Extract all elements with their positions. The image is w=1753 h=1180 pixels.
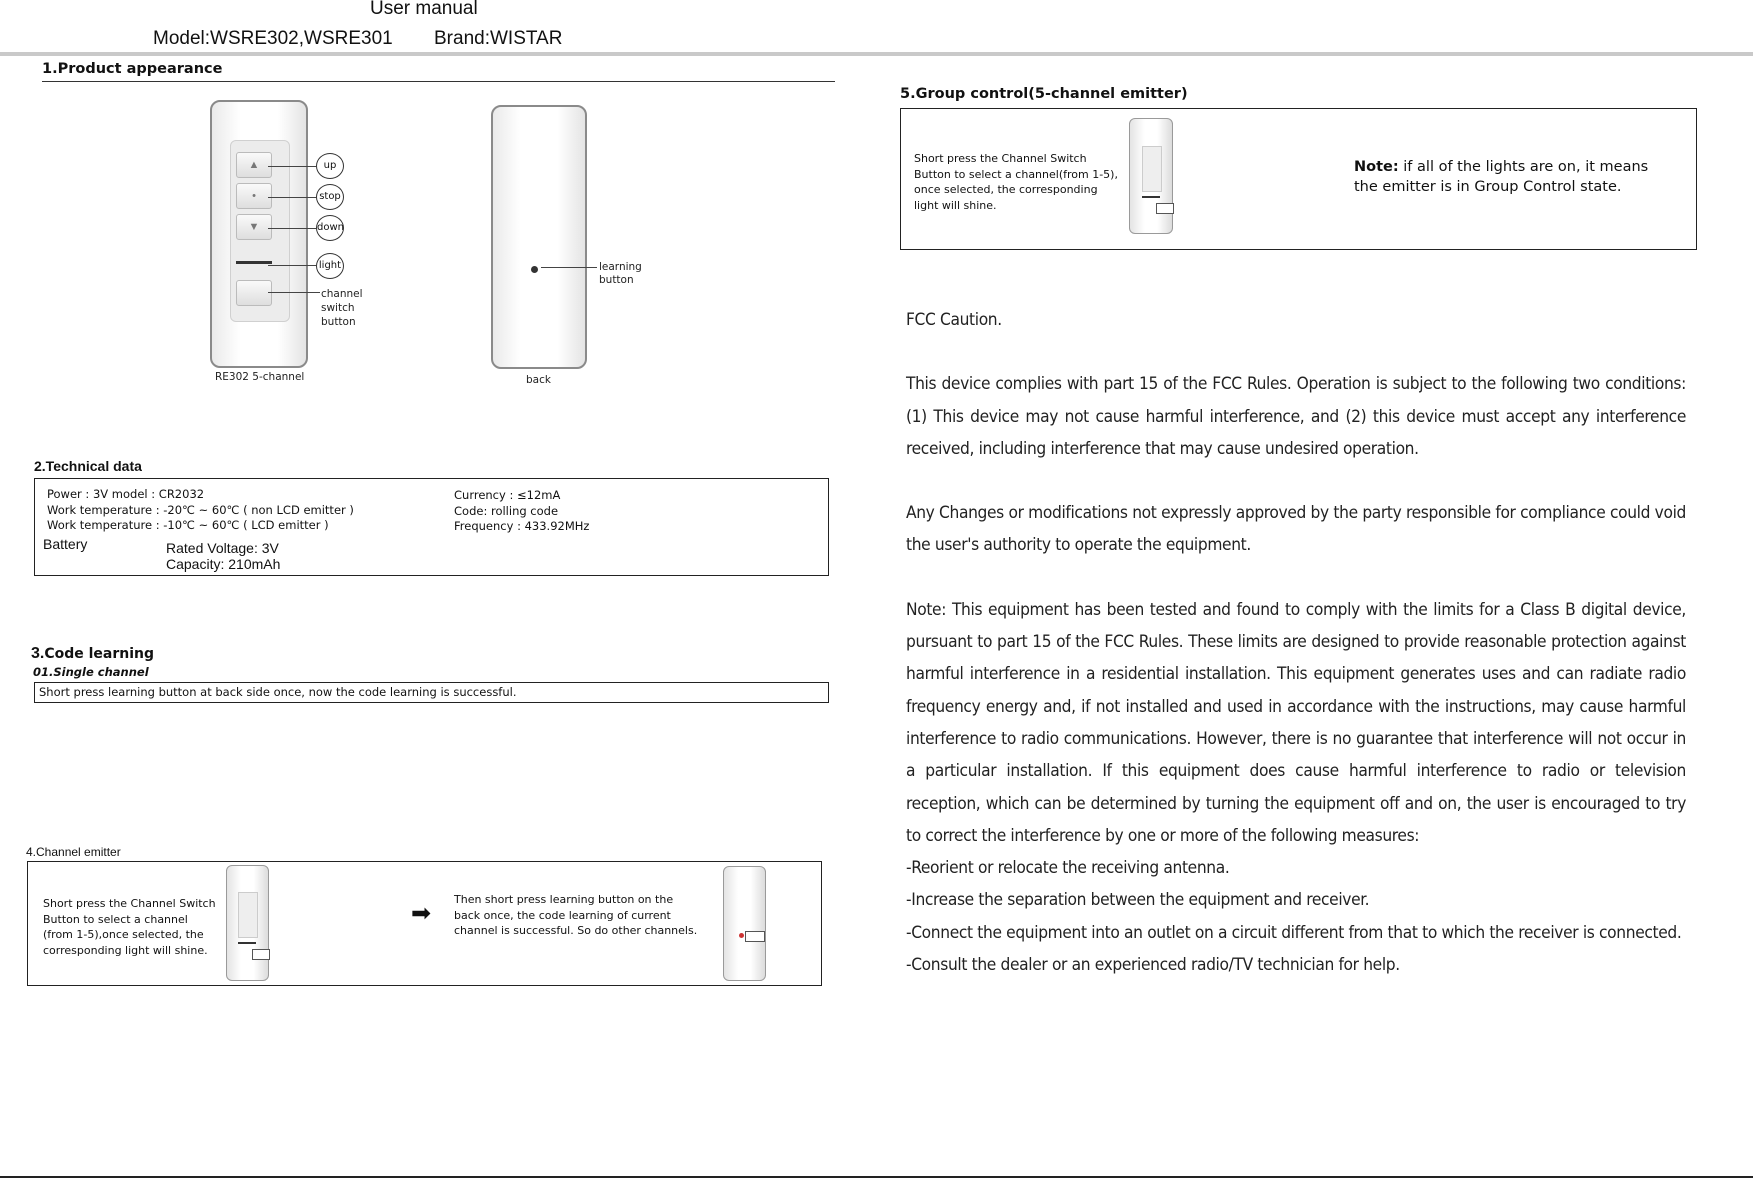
model-label: Model:WSRE302,WSRE301 [153,28,393,49]
fcc-measure: -Consult the dealer or an experienced radio/TV technician for help. [906,955,1400,976]
section5-heading: 5.Group control(5-channel emitter) [900,86,1188,102]
callout-light: light [316,253,344,279]
single-channel-box [34,682,829,703]
channel-emitter-right-text: Then short press learning button on the back once, the code learning of current channel is successful. So do other channels. [454,893,698,937]
footer-divider [0,1176,1753,1178]
fcc-measure: -Connect the equipment into an outlet on a circuit different from that to which the receiver is connected. [906,922,1682,943]
callout-stop: stop [316,184,344,210]
document-title: User manual [370,0,478,19]
technical-data-box [34,478,829,576]
front-caption: RE302 5-channel [215,371,305,383]
remote-front-image [210,100,308,368]
fcc-paragraph-3: Note: This equipment has been tested and found to comply with the limits for a Class B digital device, pursuant to part 15 of the FCC Rules. These limits are designed to provide reasonable protection against harmful interference in a residential installation. This equipment generates uses and can radiate radio frequency energy and, if not installed and used in accordance with the instructions, may cause harmful interference to radio communications. However, there is no guarantee that interference will not occur in a particular installation. If this equipment does cause harmful interference to radio or television reception, which can be determined by turning the equipment off and on, the user is encouraged to try to correct the interference by one or more of the following measures: [906,599,1686,846]
section1-heading: 1.Product appearance [42,61,223,77]
group-control-note: Note: if all of the lights are on, it means the emitter is in Group Control state. [1354,159,1649,195]
light-indicator [236,261,272,264]
header-divider [0,52,1753,56]
channel-switch-key [236,280,272,306]
fcc-measure: -Increase the separation between the equipment and receiver. [906,890,1370,911]
remote-back-image [491,105,587,369]
channel-switch-label: channel switch button [321,288,363,328]
channel-emitter-box [27,861,822,986]
fcc-measure: -Reorient or relocate the receiving antenna. [906,858,1230,879]
group-remote-image [1129,118,1173,234]
callout-down: down [316,215,344,241]
pointing-hand-icon [745,931,765,942]
mini-remote-front-image [226,865,269,981]
down-arrow-icon: ▼ [236,214,272,240]
tech-right-column: Currency : ≤12mA Code: rolling code Frequency : 433.92MHz [454,488,590,533]
fcc-paragraph-2: Any Changes or modifications not expressly approved by the party responsible for compliance could void the user's authority to operate the equipment. [906,503,1686,556]
section1-rule [42,81,835,82]
fcc-caution-block [906,304,1686,981]
brand-label: Brand:WISTAR [434,28,563,49]
section3-subheading: 01.Single channel [33,665,149,679]
single-channel-instruction: Short press learning button at back side once, now the code learning is successful. [39,685,517,699]
tech-left-column: Power : 3V model : CR2032 Work temperature : -20℃ ~ 60℃ ( non LCD emitter ) Work temperature : -10℃ ~ 60℃ ( LCD emitter ) [47,487,354,532]
pointing-hand-icon [1156,203,1174,214]
group-control-left-text: Short press the Channel Switch Button to select a channel(from 1-5), once selected, the corresponding light will shine. [914,152,1118,212]
pointing-hand-icon [252,949,270,960]
section2-heading: 2.Technical data [34,458,142,474]
learning-button-label: learning button [599,261,642,286]
rated-voltage: Rated Voltage: 3V [166,540,279,556]
section3-heading: 3.Code learning [31,645,155,662]
section4-heading: 4.Channel emitter [26,845,121,859]
fcc-paragraph-1: This device complies with part 15 of the FCC Rules. Operation is subject to the following two conditions: (1) This device may not cause harmful interference, and (2) this device must accept any interference received, including interference that may cause undesired operation. [906,374,1686,459]
learning-button-dot [531,266,538,273]
capacity: Capacity: 210mAh [166,556,281,572]
group-control-box [900,108,1697,250]
stop-dot-icon: • [236,183,272,209]
battery-label: Battery [43,536,88,552]
fcc-title: FCC Caution. [906,310,1002,330]
mini-remote-back-image [723,866,766,981]
right-arrow-icon: ➡ [411,900,432,927]
back-caption: back [526,374,551,386]
up-arrow-icon: ▲ [236,152,272,178]
learning-button-dot [739,933,744,938]
callout-up: up [316,153,344,179]
channel-emitter-left-text: Short press the Channel Switch Button to select a channel (from 1-5),once selected, the corresponding light will shine. [43,897,216,957]
